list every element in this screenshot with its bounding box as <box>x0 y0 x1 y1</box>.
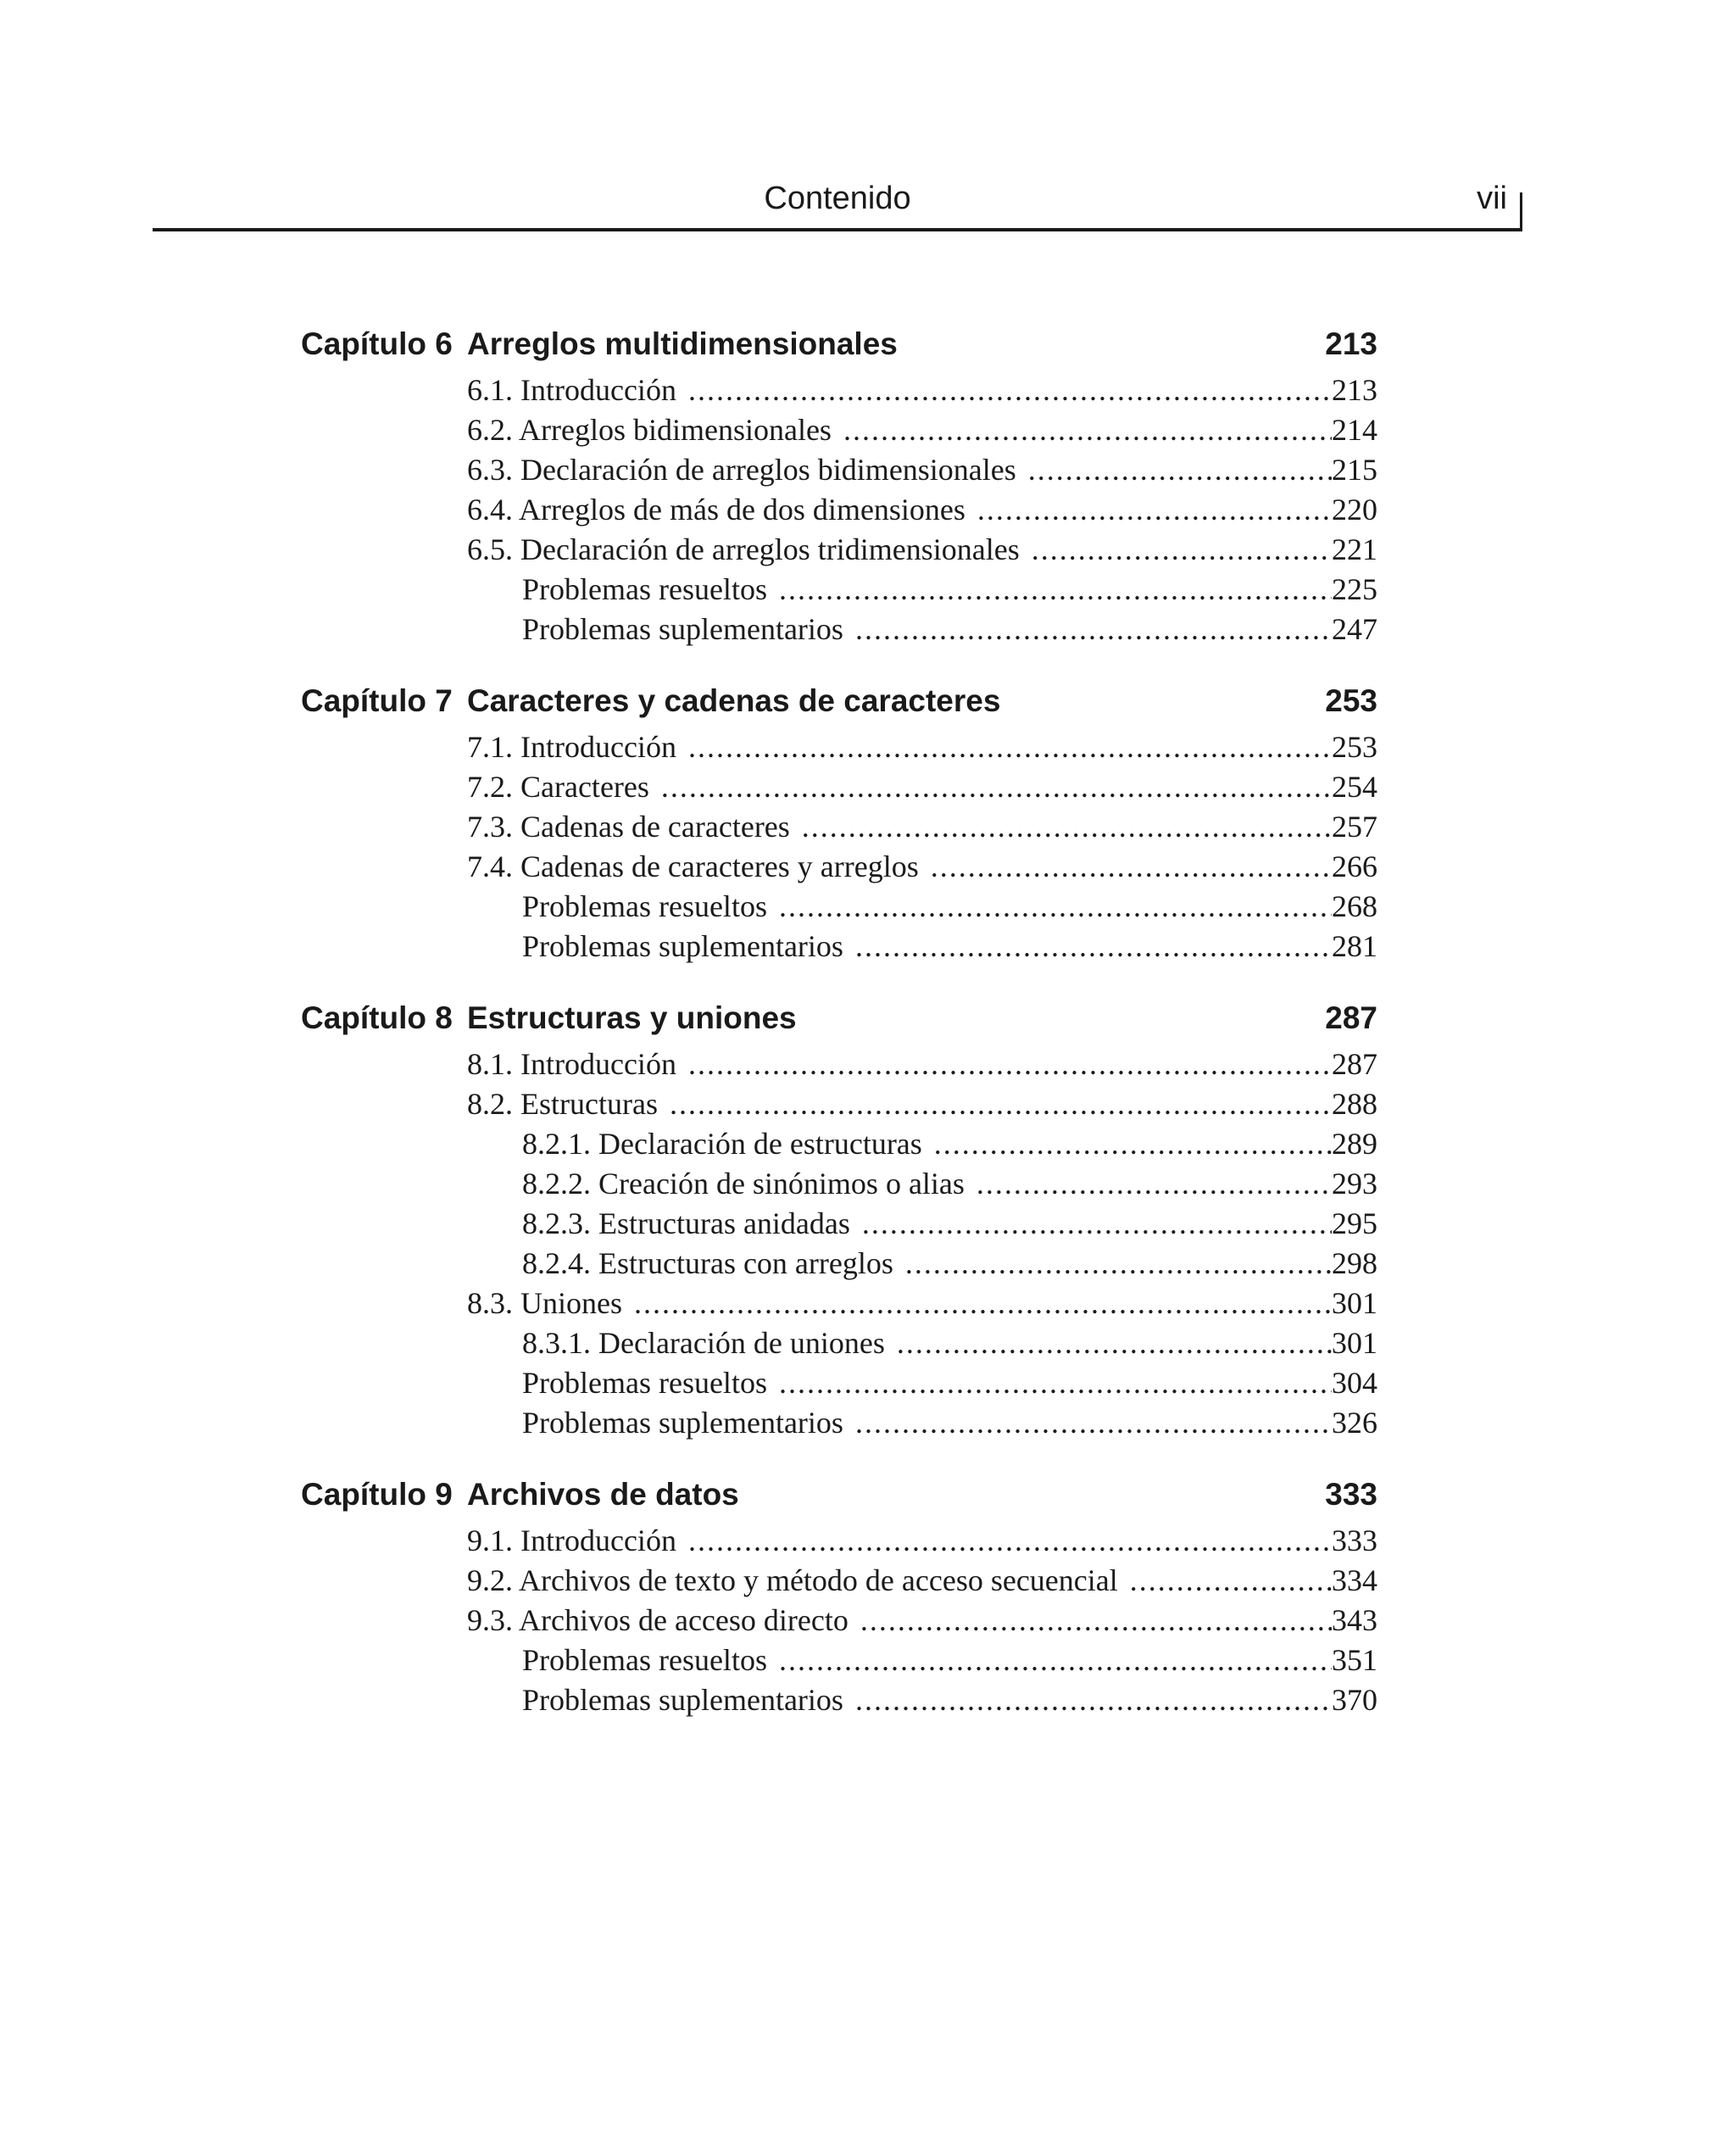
toc-entry-page-number: 220 <box>1332 493 1377 526</box>
chapter-heading[interactable] <box>301 1468 1377 1521</box>
chapter-title: Archivos de datos <box>467 1477 739 1512</box>
toc-entry[interactable] <box>467 1680 1377 1720</box>
dot-leader <box>779 1641 1332 1680</box>
dot-leader <box>977 490 1332 530</box>
toc-entry-title: 9.3. Archivos de acceso directo <box>467 1603 849 1637</box>
toc-entry-page-number: 213 <box>1332 373 1377 407</box>
toc-entry[interactable] <box>467 1244 1377 1284</box>
dot-leader <box>634 1284 1332 1323</box>
toc-entry-title: Problemas suplementarios <box>522 1406 843 1440</box>
dot-leader <box>862 1204 1332 1244</box>
toc-entry-page-number: 268 <box>1332 889 1377 923</box>
chapter-entries <box>467 370 1377 649</box>
dot-leader <box>779 887 1332 927</box>
toc-entry-title: 6.4. Arreglos de más de dos dimensiones <box>467 493 965 526</box>
chapter-label: Capítulo 6 <box>301 326 453 361</box>
toc-entry-page-number: 289 <box>1332 1127 1377 1161</box>
toc-entry-page-number: 293 <box>1332 1167 1377 1201</box>
toc-entry-title: 6.3. Declaración de arreglos bidimensionales <box>467 453 1016 487</box>
toc-entry-page-number: 257 <box>1332 810 1377 844</box>
toc-entry[interactable] <box>467 1521 1377 1561</box>
dot-leader <box>779 570 1332 610</box>
toc-entry-page-number: 215 <box>1332 453 1377 487</box>
toc-entry-title: 8.2.4. Estructuras con arreglos <box>522 1246 893 1280</box>
toc-entry-page-number: 343 <box>1332 1603 1377 1637</box>
toc-entry-page-number: 221 <box>1332 532 1377 566</box>
toc-entry-title: 9.1. Introducción <box>467 1524 676 1557</box>
chapter-page-number: 287 <box>1325 1000 1377 1035</box>
toc-entry-page-number: 334 <box>1332 1563 1377 1597</box>
dot-leader <box>1032 530 1332 570</box>
chapter-page-number: 213 <box>1325 326 1377 361</box>
chapter-label: Capítulo 8 <box>301 1000 453 1035</box>
toc-entry-title: Problemas resueltos <box>522 1643 767 1677</box>
toc-entry[interactable] <box>467 807 1377 847</box>
toc-entry-title: Problemas suplementarios <box>522 612 843 646</box>
toc-entry-title: 8.2.2. Creación de sinónimos o alias <box>522 1167 965 1201</box>
header-title: Contenido <box>764 181 911 216</box>
dot-leader <box>802 807 1332 847</box>
toc-entry[interactable] <box>467 927 1377 967</box>
toc-entry-page-number: 288 <box>1332 1087 1377 1121</box>
toc-entry[interactable] <box>467 1124 1377 1164</box>
toc-entry[interactable] <box>467 727 1377 767</box>
chapter-entries <box>467 1045 1377 1443</box>
toc-entry[interactable] <box>467 410 1377 450</box>
toc-entry-title: 8.1. Introducción <box>467 1047 676 1081</box>
table-of-contents <box>301 318 1377 1746</box>
toc-entry[interactable] <box>467 450 1377 490</box>
toc-entry-page-number: 351 <box>1332 1643 1377 1677</box>
toc-entry-title: 8.2.3. Estructuras anidadas <box>522 1206 850 1240</box>
toc-entry[interactable] <box>467 370 1377 410</box>
toc-entry-title: 7.3. Cadenas de caracteres <box>467 810 790 844</box>
toc-entry[interactable] <box>467 1561 1377 1601</box>
chapter-section <box>301 318 1377 649</box>
toc-entry-page-number: 254 <box>1332 770 1377 804</box>
dot-leader <box>661 767 1332 807</box>
chapter-entries <box>467 727 1377 967</box>
dot-leader <box>1028 450 1332 490</box>
toc-entry-page-number: 304 <box>1332 1366 1377 1400</box>
header-rule-tick <box>1520 192 1522 231</box>
toc-entry-title: 7.1. Introducción <box>467 730 676 764</box>
dot-leader <box>860 1601 1332 1641</box>
toc-entry-title: 9.2. Archivos de texto y método de acceso secuencial <box>467 1563 1118 1597</box>
chapter-label: Capítulo 9 <box>301 1477 453 1512</box>
toc-entry-title: Problemas suplementarios <box>522 929 843 963</box>
chapter-title: Arreglos multidimensionales <box>467 326 898 361</box>
toc-entry-page-number: 225 <box>1332 572 1377 606</box>
toc-entry[interactable] <box>467 1284 1377 1323</box>
toc-entry-page-number: 301 <box>1332 1286 1377 1320</box>
toc-entry-title: 6.1. Introducción <box>467 373 676 407</box>
chapter-section <box>301 992 1377 1443</box>
chapter-title: Caracteres y cadenas de caracteres <box>467 683 1001 718</box>
dot-leader <box>905 1244 1332 1284</box>
toc-entry[interactable] <box>467 570 1377 610</box>
toc-entry[interactable] <box>467 490 1377 530</box>
toc-entry-page-number: 214 <box>1332 413 1377 447</box>
toc-entry-page-number: 266 <box>1332 850 1377 883</box>
toc-entry[interactable] <box>467 1164 1377 1204</box>
dot-leader <box>1130 1561 1332 1601</box>
toc-entry-page-number: 281 <box>1332 929 1377 963</box>
toc-entry-page-number: 247 <box>1332 612 1377 646</box>
toc-entry-page-number: 326 <box>1332 1406 1377 1440</box>
toc-entry-page-number: 370 <box>1332 1683 1377 1717</box>
dot-leader <box>976 1164 1332 1204</box>
chapter-entries <box>467 1521 1377 1720</box>
chapter-section <box>301 675 1377 967</box>
dot-leader <box>931 847 1332 887</box>
chapter-page-number: 253 <box>1325 683 1377 718</box>
toc-entry[interactable] <box>467 767 1377 807</box>
toc-entry[interactable] <box>467 847 1377 887</box>
chapter-section <box>301 1468 1377 1720</box>
toc-entry-title: 7.4. Cadenas de caracteres y arreglos <box>467 850 919 883</box>
toc-entry[interactable] <box>467 610 1377 649</box>
running-header <box>153 174 1522 231</box>
dot-leader <box>670 1084 1332 1124</box>
chapter-heading[interactable] <box>301 318 1377 370</box>
dot-leader <box>897 1323 1332 1363</box>
toc-entry-title: 8.3. Uniones <box>467 1286 622 1320</box>
toc-entry-title: 8.3.1. Declaración de uniones <box>522 1326 885 1360</box>
toc-entry-page-number: 295 <box>1332 1206 1377 1240</box>
toc-entry-title: 8.2.1. Declaración de estructuras <box>522 1127 922 1161</box>
dot-leader <box>688 1045 1332 1084</box>
dot-leader <box>843 410 1332 450</box>
dot-leader <box>855 927 1332 967</box>
chapter-page-number: 333 <box>1325 1477 1377 1512</box>
toc-entry-title: 8.2. Estructuras <box>467 1087 658 1121</box>
toc-entry[interactable] <box>467 1601 1377 1641</box>
toc-entry[interactable] <box>467 1045 1377 1084</box>
dot-leader <box>688 727 1332 767</box>
toc-entry-title: 6.2. Arreglos bidimensionales <box>467 413 832 447</box>
dot-leader <box>688 370 1332 410</box>
toc-entry[interactable] <box>467 1204 1377 1244</box>
toc-entry[interactable] <box>467 1323 1377 1363</box>
dot-leader <box>688 1521 1332 1561</box>
toc-entry-page-number: 298 <box>1332 1246 1377 1280</box>
toc-entry-page-number: 253 <box>1332 730 1377 764</box>
toc-entry-page-number: 301 <box>1332 1326 1377 1360</box>
toc-entry[interactable] <box>467 530 1377 570</box>
chapter-heading[interactable] <box>301 675 1377 727</box>
toc-entry-title: Problemas resueltos <box>522 889 767 923</box>
chapter-title: Estructuras y uniones <box>467 1000 797 1035</box>
dot-leader <box>934 1124 1332 1164</box>
toc-entry-page-number: 287 <box>1332 1047 1377 1081</box>
toc-entry-title: Problemas resueltos <box>522 1366 767 1400</box>
toc-entry[interactable] <box>467 1403 1377 1443</box>
dot-leader <box>779 1363 1332 1403</box>
chapter-label: Capítulo 7 <box>301 683 453 718</box>
toc-entry-title: 6.5. Declaración de arreglos tridimensionales <box>467 532 1020 566</box>
toc-entry-title: 7.2. Caracteres <box>467 770 649 804</box>
dot-leader <box>855 1680 1332 1720</box>
toc-entry[interactable] <box>467 1084 1377 1124</box>
toc-entry-title: Problemas suplementarios <box>522 1683 843 1717</box>
toc-entry[interactable] <box>467 887 1377 927</box>
dot-leader <box>855 610 1332 649</box>
header-page-number: vii <box>1477 181 1507 216</box>
toc-entry-title: Problemas resueltos <box>522 572 767 606</box>
toc-entry-page-number: 333 <box>1332 1524 1377 1557</box>
toc-entry[interactable] <box>467 1641 1377 1680</box>
dot-leader <box>855 1403 1332 1443</box>
chapter-heading[interactable] <box>301 992 1377 1045</box>
toc-entry[interactable] <box>467 1363 1377 1403</box>
